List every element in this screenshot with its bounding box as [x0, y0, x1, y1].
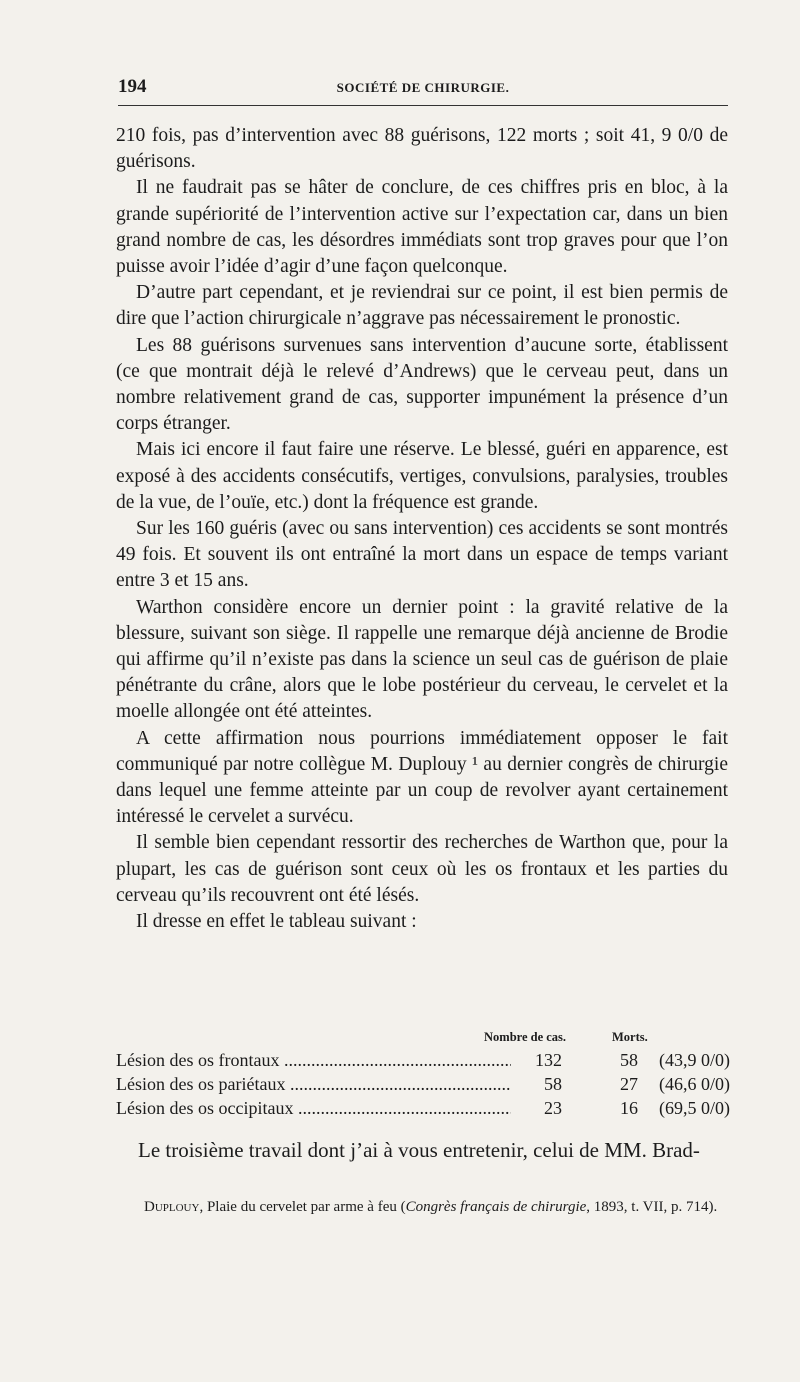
table-row: [116, 1074, 730, 1098]
paragraph: Il ne faudrait pas se hâter de conclure, de ces chiffres pris en bloc, à la grande supériorité de l’intervention active sur l’expectation car, dans un bien grand nombre de cas, les désordres immédiats sont trop graves pour que l’on puisse avoir l’idée d’agir d’une façon quelconque.: [116, 177, 728, 278]
paragraph: A cette affirmation nous pourrions immédiatement opposer le fait communiqué par notre collègue M. Duplouy ¹ au dernier congrès de chirurgie dans lequel une femme atteinte par un coup de revolver ayant certainement intéressé le cervelet a survécu.: [116, 727, 728, 828]
paragraph: 210 fois, pas d’intervention avec 88 guérisons, 122 morts ; soit 41, 9 0/0 de guérisons.: [116, 125, 728, 173]
cases-header: Nombre de cas.: [484, 1030, 567, 1044]
header-rule: [118, 105, 728, 106]
table-header: [116, 1028, 730, 1050]
row-percent: (69,5 0/0): [659, 1098, 730, 1118]
paragraph: Sur les 160 guéris (avec ou sans intervention) ces accidents se sont montrés 49 fois. Et souvent ils ont entraîné la mort dans un espace de temps variant entre 3 et 15 ans.: [116, 518, 728, 592]
footnote-source: Congrès français de chirurgie: [405, 1199, 587, 1215]
row-deaths: 58: [620, 1050, 638, 1070]
page-number: 194: [118, 76, 147, 97]
footnote-text: Plaie du cervelet par arme à feu (: [203, 1199, 406, 1215]
body-text: [116, 123, 728, 935]
continuation-line: Le troisième travail dont j’ai à vous entretenir, celui de MM. Brad-: [138, 1138, 700, 1162]
deaths-header: Morts.: [612, 1030, 648, 1044]
footnote-tail: , 1893, t. VII, p. 714).: [586, 1199, 718, 1215]
running-title: SOCIÉTÉ DE CHIRURGIE.: [336, 80, 510, 95]
row-deaths: 27: [620, 1074, 638, 1094]
footnote-author: Duplouy,: [144, 1199, 204, 1215]
row-label: Lésion des os pariétaux .....: [116, 1074, 511, 1095]
row-label: Lésion des os frontaux .....: [116, 1050, 511, 1071]
paragraph: Les 88 guérisons survenues sans intervention d’aucune sorte, établissent (ce que montrait déjà le relevé d’Andrews) que le cerveau peut, dans un nombre relativement grand de cas, supporter impunément la présence d’un corps étranger.: [116, 334, 728, 435]
paragraph: Mais ici encore il faut faire une réserve. Le blessé, guéri en apparence, est exposé à des accidents consécutifs, vertiges, convulsions, paralysies, troubles de la vue, de l’ouïe, etc.) dont la fréquence est grande.: [116, 439, 728, 513]
page-header: [118, 76, 728, 100]
table-row: [116, 1050, 730, 1074]
paragraph: Il semble bien cependant ressortir des recherches de Warthon que, pour la plupart, les cas de guérison sont ceux où les os frontaux et les parties du cerveau qu’ils recouvrent ont été lésés.: [116, 832, 728, 906]
row-cases: 23: [544, 1098, 562, 1118]
paragraph: Il dresse en effet le tableau suivant :: [136, 911, 417, 933]
footnote: [116, 1196, 728, 1218]
paragraph: D’autre part cependant, et je reviendrai sur ce point, il est bien permis de dire que l’action chirurgicale n’aggrave pas nécessairement le pronostic.: [116, 282, 728, 330]
lesion-table: [116, 1028, 730, 1122]
paragraph: Warthon considère encore un dernier point : la gravité relative de la blessure, suivant son siège. Il rappelle une remarque déjà ancienne de Brodie qui affirme qu’il n’existe pas dans la science un seul cas de guérison de plaie pénétrante du crâne, alors que le lobe postérieur du cerveau, le cervelet et la moelle allongée ont été atteintes.: [116, 596, 728, 723]
row-percent: (46,6 0/0): [659, 1074, 730, 1094]
row-percent: (43,9 0/0): [659, 1050, 730, 1070]
row-deaths: 16: [620, 1098, 638, 1118]
row-cases: 132: [535, 1050, 562, 1070]
row-label: Lésion des os occipitaux .....: [116, 1098, 511, 1119]
row-cases: 58: [544, 1074, 562, 1094]
table-row: [116, 1098, 730, 1122]
